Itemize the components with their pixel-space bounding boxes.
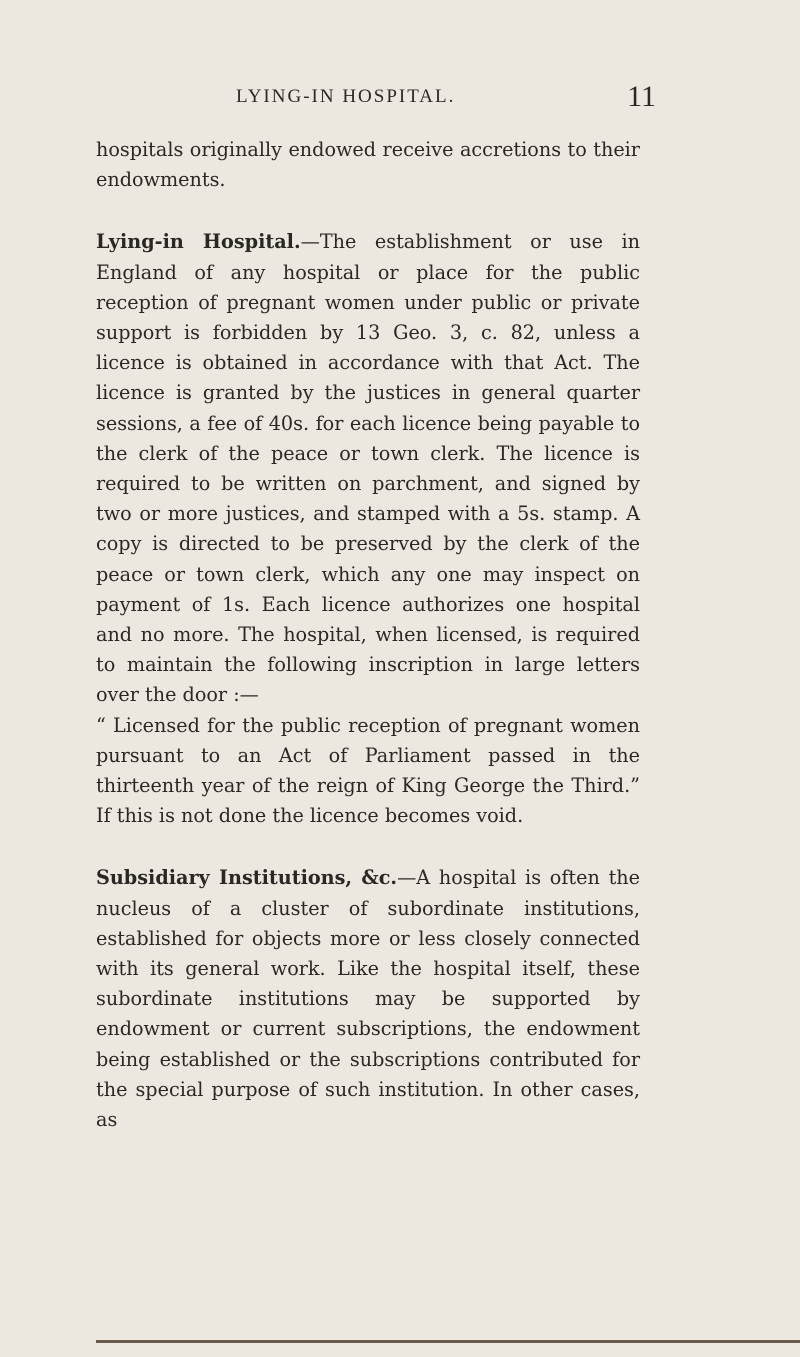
subsidiary-text: —A hospital is often the nucleus of a cluster of subordinate institutions, established for objects more or less closely connected with its general work. Like the hospital itself, these subordinate institutions may be supported by endowment or current subscriptions, the endowment being established or the subscriptions contributed for the special purpose of such institution. In other cases, as xyxy=(96,866,640,1132)
continuation-paragraph: hospitals originally endowed receive accretions to their endowments. xyxy=(96,138,640,192)
lying-in-heading: Lying-in Hospital. xyxy=(96,230,301,254)
page-number: 11 xyxy=(627,80,656,113)
subsidiary-heading: Subsidiary Institutions, &c. xyxy=(96,866,398,890)
bottom-edge-rule xyxy=(96,1340,800,1343)
subsidiary-paragraph xyxy=(96,863,640,1135)
lying-in-paragraph xyxy=(96,227,640,710)
body-text xyxy=(96,135,640,1135)
licence-inscription-quote: “ Licensed for the public reception of pregnant women pursuant to an Act of Parliament passed in the thirteenth year of the reign of King George the Third.” If this is not done the licence becomes void. xyxy=(96,713,640,828)
running-title: LYING-IN HOSPITAL. xyxy=(236,86,456,107)
running-head xyxy=(236,80,656,116)
lying-in-text: —The establishment or use in England of any hospital or place for the public reception of pregnant women under public or private support is forbidden by 13 Geo. 3, c. 82, unless a licence is obtained in accordance with that Act. The licence is granted by the justices in general quarter sessions, a fee of 40s. for each licence being payable to the clerk of the peace or town clerk. The licence is required to be written on parchment, and signed by two or more justices, and stamped with a 5s. stamp. A copy is directed to be preserved by the clerk of the peace or town clerk, which any one may inspect on payment of 1s. Each licence authorizes one hospital and no more. The hospital, when licensed, is required to maintain the following inscription in large letters over the door :— xyxy=(96,230,640,707)
